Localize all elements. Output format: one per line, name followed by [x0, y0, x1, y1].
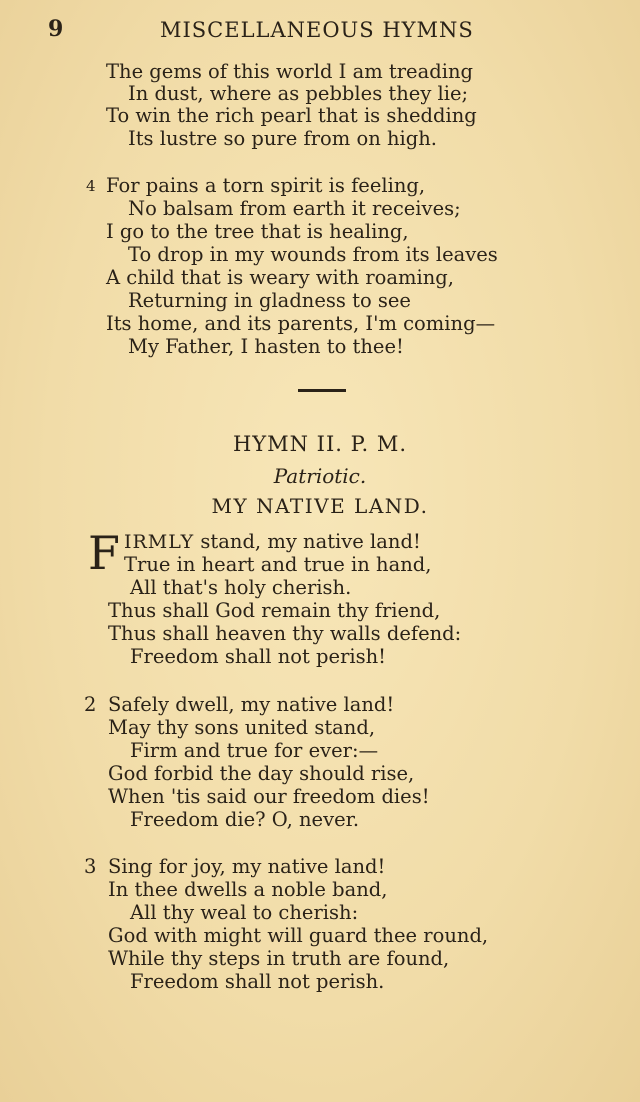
- verse-line: Its lustre so pure from on high.: [128, 127, 437, 150]
- hymn-subtitle: Patriotic.: [273, 464, 367, 488]
- verse-line: Freedom shall not perish.: [130, 970, 385, 993]
- stanza-number: 2: [84, 693, 97, 716]
- verse-line: All thy weal to cherish:: [130, 901, 359, 924]
- section-divider: [298, 389, 346, 392]
- verse-line: Its home, and its parents, I'm coming—: [106, 312, 496, 335]
- first-word-smallcaps: IRMLY: [124, 531, 195, 553]
- stanza-number: 3: [84, 855, 97, 878]
- verse-line: God forbid the day should rise,: [108, 762, 415, 785]
- verse-line: May thy sons united stand,: [108, 716, 376, 739]
- hymn-name: MY NATIVE LAND.: [211, 494, 429, 518]
- verse-line: Thus shall heaven thy walls defend:: [108, 622, 462, 645]
- verse-line: Sing for joy, my native land!: [108, 855, 386, 878]
- verse-line: Returning in gladness to see: [128, 289, 411, 312]
- verse-line: In dust, where as pebbles they lie;: [128, 82, 469, 105]
- verse-line: Firm and true for ever:—: [130, 739, 379, 762]
- verse-line: In thee dwells a noble band,: [108, 878, 388, 901]
- verse-line: [124, 530, 421, 554]
- verse-line: Thus shall God remain thy friend,: [108, 599, 441, 622]
- verse-line: I go to the tree that is healing,: [106, 220, 409, 243]
- verse-line: The gems of this world I am treading: [106, 60, 473, 83]
- verse-line: To drop in my wounds from its leaves: [128, 243, 498, 266]
- verse-line: All that's holy cherish.: [130, 576, 352, 599]
- drop-cap: F: [88, 526, 120, 580]
- verse-line: When 'tis said our freedom dies!: [108, 785, 430, 808]
- verse-line: For pains a torn spirit is feeling,: [106, 174, 426, 197]
- verse-line: Safely dwell, my native land!: [108, 693, 395, 716]
- verse-line: A child that is weary with roaming,: [106, 266, 454, 289]
- verse-line: While thy steps in truth are found,: [108, 947, 450, 970]
- running-title: MISCELLANEOUS HYMNS: [160, 18, 474, 42]
- hymn-title: HYMN II. P. M.: [232, 432, 408, 456]
- page-number: 9: [48, 16, 64, 42]
- verse-line: God with might will guard thee round,: [108, 924, 489, 947]
- verse-line: My Father, I hasten to thee!: [128, 335, 404, 358]
- verse-line: True in heart and true in hand,: [124, 553, 432, 576]
- running-head: [0, 14, 640, 46]
- stanza-number: 4: [86, 177, 96, 195]
- verse-line: Freedom shall not perish!: [130, 645, 387, 668]
- verse-line: To win the rich pearl that is shedding: [106, 104, 477, 127]
- verse-line: No balsam from earth it receives;: [128, 197, 461, 220]
- verse-line: Freedom die? O, never.: [130, 808, 360, 831]
- first-line-rest: stand, my native land!: [194, 530, 421, 553]
